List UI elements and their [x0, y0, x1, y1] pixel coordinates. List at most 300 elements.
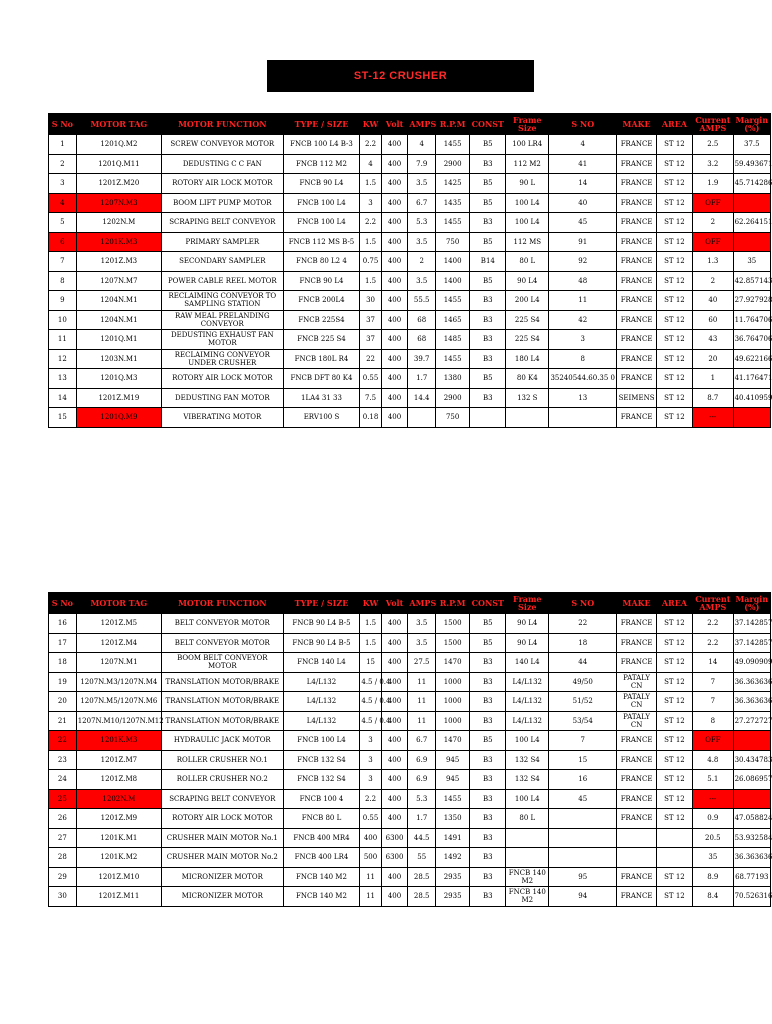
cell-rpm: 750 — [436, 408, 470, 428]
table-row — [49, 193, 771, 213]
table-row — [49, 174, 771, 194]
cell-frame-size: 80 L — [506, 252, 549, 272]
table-row — [49, 291, 771, 311]
cell-motor-tag: 1201Z.M19 — [76, 388, 161, 408]
cell-kw: 11 — [360, 867, 381, 887]
cell-margin: 36.363636 — [733, 672, 770, 692]
cell-current-amps: OFF — [693, 731, 734, 751]
cell-rpm: 1435 — [436, 193, 470, 213]
cell-const: B5 — [470, 271, 506, 291]
cell-const: B14 — [470, 252, 506, 272]
cell-volt: 400 — [381, 232, 408, 252]
cell-type-size: L4/L132 — [283, 711, 360, 731]
cell-margin: 27.272727 — [733, 711, 770, 731]
cell-make: FRANCE — [617, 633, 656, 653]
cell-serial-no: 45 — [549, 789, 617, 809]
cell-kw: 1.5 — [360, 271, 381, 291]
cell-area — [656, 828, 692, 848]
cell-amps: 5.3 — [408, 213, 436, 233]
header-margin: Margin (%) — [733, 593, 770, 614]
cell-serial-no: 11 — [549, 291, 617, 311]
cell-motor-tag: 1204N.M1 — [76, 310, 161, 330]
cell-const: B3 — [470, 388, 506, 408]
cell-area: ST 12 — [656, 614, 692, 634]
cell-frame-size: 90 L — [506, 174, 549, 194]
table-row — [49, 614, 771, 634]
cell-const: B3 — [470, 828, 506, 848]
cell-const: B5 — [470, 731, 506, 751]
cell-frame-size: 100 L4 — [506, 193, 549, 213]
cell-serial-no: 22 — [549, 614, 617, 634]
cell-make: FRANCE — [617, 789, 656, 809]
cell-type-size: FNCB 180L R4 — [283, 349, 360, 369]
cell-motor-tag: 1201K.M3 — [76, 731, 161, 751]
cell-const: B3 — [470, 692, 506, 712]
cell-frame-size: 80 K4 — [506, 369, 549, 389]
cell-volt: 400 — [381, 174, 408, 194]
cell-margin: 59.493671 — [733, 154, 770, 174]
cell-amps: 2 — [408, 252, 436, 272]
cell-type-size: FNCB 200L4 — [283, 291, 360, 311]
cell-kw: 4.5 / 0.4 — [360, 711, 381, 731]
cell-margin: 53.932584 — [733, 828, 770, 848]
cell-margin — [733, 731, 770, 751]
table-row — [49, 232, 771, 252]
cell-area: ST 12 — [656, 174, 692, 194]
cell-amps: 68 — [408, 310, 436, 330]
cell-amps: 14.4 — [408, 388, 436, 408]
cell-type-size: FNCB 90 L4 — [283, 174, 360, 194]
header-margin: Margin (%) — [733, 114, 770, 135]
cell-amps: 11 — [408, 692, 436, 712]
cell-make: FRANCE — [617, 653, 656, 673]
cell-kw: 0.18 — [360, 408, 381, 428]
header-area: AREA — [656, 593, 692, 614]
header-make: MAKE — [617, 114, 656, 135]
cell-const: B3 — [470, 809, 506, 829]
cell-make: FRANCE — [617, 887, 656, 907]
cell-make: PATALY CN — [617, 672, 656, 692]
cell-make: FRANCE — [617, 213, 656, 233]
cell-motor-tag: 1201Z.M9 — [76, 809, 161, 829]
header-sno: S No — [49, 114, 77, 135]
cell-rpm: 945 — [436, 750, 470, 770]
cell-amps: 27.5 — [408, 653, 436, 673]
header-frame-size: Frame Size — [506, 593, 549, 614]
cell-sno: 18 — [49, 653, 77, 673]
cell-kw: 4.5 / 0.4 — [360, 692, 381, 712]
cell-current-amps: 20 — [693, 349, 734, 369]
cell-const: B3 — [470, 789, 506, 809]
cell-current-amps: 2 — [693, 271, 734, 291]
cell-const: B5 — [470, 633, 506, 653]
header-frame-size: Frame Size — [506, 114, 549, 135]
cell-serial-no: 42 — [549, 310, 617, 330]
cell-make — [617, 848, 656, 868]
cell-volt: 400 — [381, 731, 408, 751]
cell-motor-function: BELT CONVEYOR MOTOR — [162, 614, 284, 634]
cell-kw: 3 — [360, 731, 381, 751]
cell-kw: 0.55 — [360, 369, 381, 389]
cell-type-size: FNCB 112 MS B-5 — [283, 232, 360, 252]
cell-current-amps: 1 — [693, 369, 734, 389]
cell-type-size: FNCB 100 4 — [283, 789, 360, 809]
cell-sno: 23 — [49, 750, 77, 770]
header-amps: AMPS — [408, 593, 436, 614]
cell-area: ST 12 — [656, 232, 692, 252]
cell-current-amps: 14 — [693, 653, 734, 673]
cell-serial-no: 40 — [549, 193, 617, 213]
cell-motor-tag: 1201Z.M7 — [76, 750, 161, 770]
cell-type-size: FNCB 400 MR4 — [283, 828, 360, 848]
cell-frame-size: 132 S4 — [506, 770, 549, 790]
cell-const: B3 — [470, 310, 506, 330]
cell-motor-function: ROTORY AIR LOCK MOTOR — [162, 174, 284, 194]
cell-motor-function: MICRONIZER MOTOR — [162, 867, 284, 887]
cell-kw: 1.5 — [360, 614, 381, 634]
cell-type-size: FNCB 100 L4 — [283, 213, 360, 233]
header-type-size: TYPE / SIZE — [283, 593, 360, 614]
cell-type-size: L4/L132 — [283, 692, 360, 712]
cell-current-amps: 4.8 — [693, 750, 734, 770]
cell-current-amps: 7 — [693, 692, 734, 712]
cell-margin: 26.086957 — [733, 770, 770, 790]
cell-serial-no: 95 — [549, 867, 617, 887]
table-row — [49, 770, 771, 790]
cell-rpm: 1000 — [436, 711, 470, 731]
cell-current-amps: 2 — [693, 213, 734, 233]
cell-volt: 400 — [381, 809, 408, 829]
cell-make: FRANCE — [617, 193, 656, 213]
cell-margin: 47.058824 — [733, 809, 770, 829]
cell-frame-size: L4/L132 — [506, 672, 549, 692]
cell-current-amps: OFF — [693, 232, 734, 252]
cell-sno: 26 — [49, 809, 77, 829]
cell-current-amps: 2.2 — [693, 633, 734, 653]
cell-make: SEIMENS — [617, 388, 656, 408]
cell-rpm: 2935 — [436, 867, 470, 887]
cell-motor-tag: 1201Z.M3 — [76, 252, 161, 272]
cell-area: ST 12 — [656, 809, 692, 829]
cell-margin — [733, 193, 770, 213]
cell-motor-function: TRANSLATION MOTOR/BRAKE — [162, 711, 284, 731]
table-row — [49, 213, 771, 233]
table-row — [49, 828, 771, 848]
header-kw: KW — [360, 593, 381, 614]
cell-motor-tag: 1207N.M10/1207N.M12 — [76, 711, 161, 731]
cell-motor-function: BOOM LIFT PUMP MOTOR — [162, 193, 284, 213]
cell-current-amps: --- — [693, 789, 734, 809]
cell-volt: 400 — [381, 193, 408, 213]
cell-volt: 400 — [381, 867, 408, 887]
header-serial-no: S NO — [549, 593, 617, 614]
cell-rpm: 1455 — [436, 135, 470, 155]
cell-rpm: 1000 — [436, 692, 470, 712]
cell-kw: 4.5 / 0.4 — [360, 672, 381, 692]
cell-sno: 1 — [49, 135, 77, 155]
cell-motor-function: SECONDARY SAMPLER — [162, 252, 284, 272]
cell-sno: 29 — [49, 867, 77, 887]
cell-type-size: FNCB 80 L — [283, 809, 360, 829]
cell-motor-tag: 1207N.M3/1207N.M4 — [76, 672, 161, 692]
cell-margin: 70.526316 — [733, 887, 770, 907]
cell-current-amps: 8.9 — [693, 867, 734, 887]
cell-area: ST 12 — [656, 653, 692, 673]
cell-area — [656, 848, 692, 868]
cell-amps: 7.9 — [408, 154, 436, 174]
cell-serial-no: 14 — [549, 174, 617, 194]
cell-type-size: FNCB 225S4 — [283, 310, 360, 330]
cell-serial-no: 45 — [549, 213, 617, 233]
cell-motor-tag: 1201K.M1 — [76, 828, 161, 848]
cell-volt: 400 — [381, 330, 408, 350]
cell-current-amps: 43 — [693, 330, 734, 350]
cell-volt: 400 — [381, 388, 408, 408]
cell-kw: 0.55 — [360, 809, 381, 829]
cell-type-size: FNCB 90 L4 — [283, 271, 360, 291]
cell-const: B3 — [470, 653, 506, 673]
cell-amps: 6.7 — [408, 193, 436, 213]
cell-area: ST 12 — [656, 388, 692, 408]
cell-motor-tag: 1203N.M1 — [76, 349, 161, 369]
cell-motor-tag: 1201K.M3 — [76, 232, 161, 252]
table-row — [49, 711, 771, 731]
cell-motor-function: CRUSHER MAIN MOTOR No.1 — [162, 828, 284, 848]
cell-serial-no: 16 — [549, 770, 617, 790]
cell-rpm: 1380 — [436, 369, 470, 389]
table-row — [49, 369, 771, 389]
cell-margin: 36.764706 — [733, 330, 770, 350]
cell-motor-tag: 1204N.M1 — [76, 291, 161, 311]
cell-amps: 55 — [408, 848, 436, 868]
cell-motor-function: RECLAIMING CONVEYOR TO SAMPLING STATION — [162, 291, 284, 311]
table-header-row — [49, 114, 771, 135]
cell-const: B3 — [470, 291, 506, 311]
cell-area: ST 12 — [656, 135, 692, 155]
cell-motor-function: BOOM BELT CONVEYOR MOTOR — [162, 653, 284, 673]
cell-volt: 400 — [381, 653, 408, 673]
cell-motor-tag: 1201Z.M11 — [76, 887, 161, 907]
cell-make: FRANCE — [617, 408, 656, 428]
cell-make — [617, 828, 656, 848]
cell-frame-size: 100 L4 — [506, 213, 549, 233]
cell-frame-size — [506, 848, 549, 868]
cell-const: B5 — [470, 174, 506, 194]
cell-kw: 1.5 — [360, 633, 381, 653]
cell-area: ST 12 — [656, 291, 692, 311]
cell-serial-no — [549, 809, 617, 829]
cell-sno: 21 — [49, 711, 77, 731]
cell-const: B5 — [470, 135, 506, 155]
cell-margin — [733, 232, 770, 252]
cell-serial-no: 8 — [549, 349, 617, 369]
cell-margin: 68.77193 — [733, 867, 770, 887]
cell-type-size: FNCB 140 M2 — [283, 867, 360, 887]
cell-amps: 3.5 — [408, 174, 436, 194]
cell-motor-function: SCREW CONVEYOR MOTOR — [162, 135, 284, 155]
cell-sno: 27 — [49, 828, 77, 848]
cell-serial-no: 3 — [549, 330, 617, 350]
cell-current-amps: 2.5 — [693, 135, 734, 155]
cell-frame-size: 132 S4 — [506, 750, 549, 770]
cell-kw: 37 — [360, 330, 381, 350]
cell-const: B3 — [470, 213, 506, 233]
header-current-amps: Current AMPS — [693, 114, 734, 135]
cell-sno: 6 — [49, 232, 77, 252]
cell-rpm: 1455 — [436, 213, 470, 233]
cell-frame-size: L4/L132 — [506, 692, 549, 712]
cell-amps: 1.7 — [408, 809, 436, 829]
cell-make: FRANCE — [617, 271, 656, 291]
cell-const: B5 — [470, 369, 506, 389]
cell-motor-function: SCRAPING BELT CONVEYOR — [162, 789, 284, 809]
cell-area: ST 12 — [656, 672, 692, 692]
cell-type-size: FNCB 100 L4 B-3 — [283, 135, 360, 155]
cell-motor-tag: 1201Z.M20 — [76, 174, 161, 194]
table-row — [49, 271, 771, 291]
cell-const: B3 — [470, 770, 506, 790]
cell-make: FRANCE — [617, 614, 656, 634]
cell-kw: 11 — [360, 887, 381, 907]
cell-const: B3 — [470, 750, 506, 770]
cell-motor-tag: 1202N.M — [76, 213, 161, 233]
cell-margin: 45.714286 — [733, 174, 770, 194]
cell-sno: 11 — [49, 330, 77, 350]
cell-sno: 9 — [49, 291, 77, 311]
cell-margin: 42.857143 — [733, 271, 770, 291]
cell-amps: 4 — [408, 135, 436, 155]
motor-table-1 — [48, 113, 771, 428]
cell-amps — [408, 408, 436, 428]
cell-motor-tag: 1201Q.M3 — [76, 369, 161, 389]
cell-rpm: 2935 — [436, 887, 470, 907]
cell-serial-no — [549, 848, 617, 868]
cell-motor-function: SCRAPING BELT CONVEYOR — [162, 213, 284, 233]
table-row — [49, 672, 771, 692]
table-row — [49, 252, 771, 272]
header-sno: S No — [49, 593, 77, 614]
cell-const: B5 — [470, 193, 506, 213]
table-row — [49, 809, 771, 829]
cell-frame-size: 90 L4 — [506, 633, 549, 653]
cell-type-size: FNCB 100 L4 — [283, 731, 360, 751]
cell-frame-size: 80 L — [506, 809, 549, 829]
cell-area: ST 12 — [656, 731, 692, 751]
cell-sno: 14 — [49, 388, 77, 408]
cell-margin: 27.927928 — [733, 291, 770, 311]
cell-const: B3 — [470, 154, 506, 174]
cell-sno: 4 — [49, 193, 77, 213]
cell-frame-size: FNCB 140 M2 — [506, 867, 549, 887]
cell-const: B3 — [470, 887, 506, 907]
cell-serial-no: 49/50 — [549, 672, 617, 692]
cell-volt: 400 — [381, 252, 408, 272]
cell-volt: 400 — [381, 135, 408, 155]
cell-type-size: FNCB 225 S4 — [283, 330, 360, 350]
cell-sno: 12 — [49, 349, 77, 369]
cell-kw: 1.5 — [360, 232, 381, 252]
table-row — [49, 349, 771, 369]
cell-serial-no: 44 — [549, 653, 617, 673]
header-make: MAKE — [617, 593, 656, 614]
header-amps: AMPS — [408, 114, 436, 135]
cell-margin: 41.176471 — [733, 369, 770, 389]
cell-sno: 19 — [49, 672, 77, 692]
cell-margin: 49.622166 — [733, 349, 770, 369]
cell-rpm: 1400 — [436, 252, 470, 272]
cell-sno: 10 — [49, 310, 77, 330]
header-motor-tag: MOTOR TAG — [76, 593, 161, 614]
cell-current-amps: 5.1 — [693, 770, 734, 790]
cell-area: ST 12 — [656, 330, 692, 350]
cell-kw: 0.75 — [360, 252, 381, 272]
cell-motor-tag: 1207N.M3 — [76, 193, 161, 213]
table-row — [49, 789, 771, 809]
cell-margin: 37.142857 — [733, 614, 770, 634]
cell-make: FRANCE — [617, 174, 656, 194]
cell-volt: 400 — [381, 692, 408, 712]
cell-rpm: 1350 — [436, 809, 470, 829]
cell-const: B5 — [470, 232, 506, 252]
cell-current-amps: 3.2 — [693, 154, 734, 174]
cell-sno: 24 — [49, 770, 77, 790]
cell-sno: 25 — [49, 789, 77, 809]
cell-volt: 400 — [381, 154, 408, 174]
cell-serial-no: 48 — [549, 271, 617, 291]
cell-rpm: 2900 — [436, 154, 470, 174]
cell-motor-tag: 1201Q.M11 — [76, 154, 161, 174]
cell-frame-size: 225 S4 — [506, 330, 549, 350]
cell-motor-function: TRANSLATION MOTOR/BRAKE — [162, 672, 284, 692]
cell-margin: 36.363636 — [733, 848, 770, 868]
cell-frame-size: L4/L132 — [506, 711, 549, 731]
cell-motor-tag: 1201Z.M8 — [76, 770, 161, 790]
cell-margin: 40.410959 — [733, 388, 770, 408]
header-type-size: TYPE / SIZE — [283, 114, 360, 135]
cell-motor-tag: 1201Z.M10 — [76, 867, 161, 887]
cell-make: PATALY CN — [617, 711, 656, 731]
cell-margin: 36.363636 — [733, 692, 770, 712]
cell-volt: 400 — [381, 887, 408, 907]
cell-rpm: 750 — [436, 232, 470, 252]
cell-motor-tag: 1201K.M2 — [76, 848, 161, 868]
cell-current-amps: 35 — [693, 848, 734, 868]
cell-amps: 39.7 — [408, 349, 436, 369]
cell-kw: 3 — [360, 193, 381, 213]
cell-motor-function: TRANSLATION MOTOR/BRAKE — [162, 692, 284, 712]
cell-current-amps: 1.9 — [693, 174, 734, 194]
header-serial-no: S NO — [549, 114, 617, 135]
cell-rpm: 2900 — [436, 388, 470, 408]
cell-motor-function: MICRONIZER MOTOR — [162, 887, 284, 907]
cell-motor-function: ROLLER CRUSHER NO.1 — [162, 750, 284, 770]
cell-kw: 22 — [360, 349, 381, 369]
cell-type-size: FNCB 400 LR4 — [283, 848, 360, 868]
cell-motor-function: ROTORY AIR LOCK MOTOR — [162, 369, 284, 389]
cell-make: FRANCE — [617, 750, 656, 770]
cell-motor-tag: 1201Q.M9 — [76, 408, 161, 428]
cell-rpm: 1400 — [436, 271, 470, 291]
header-motor-function: MOTOR FUNCTION — [162, 114, 284, 135]
cell-serial-no: 4 — [549, 135, 617, 155]
cell-rpm: 1425 — [436, 174, 470, 194]
cell-amps: 3.5 — [408, 633, 436, 653]
cell-kw: 3 — [360, 770, 381, 790]
cell-volt: 400 — [381, 633, 408, 653]
cell-motor-tag: 1207N.M5/1207N.M6 — [76, 692, 161, 712]
cell-amps: 28.5 — [408, 887, 436, 907]
cell-type-size: L4/L132 — [283, 672, 360, 692]
